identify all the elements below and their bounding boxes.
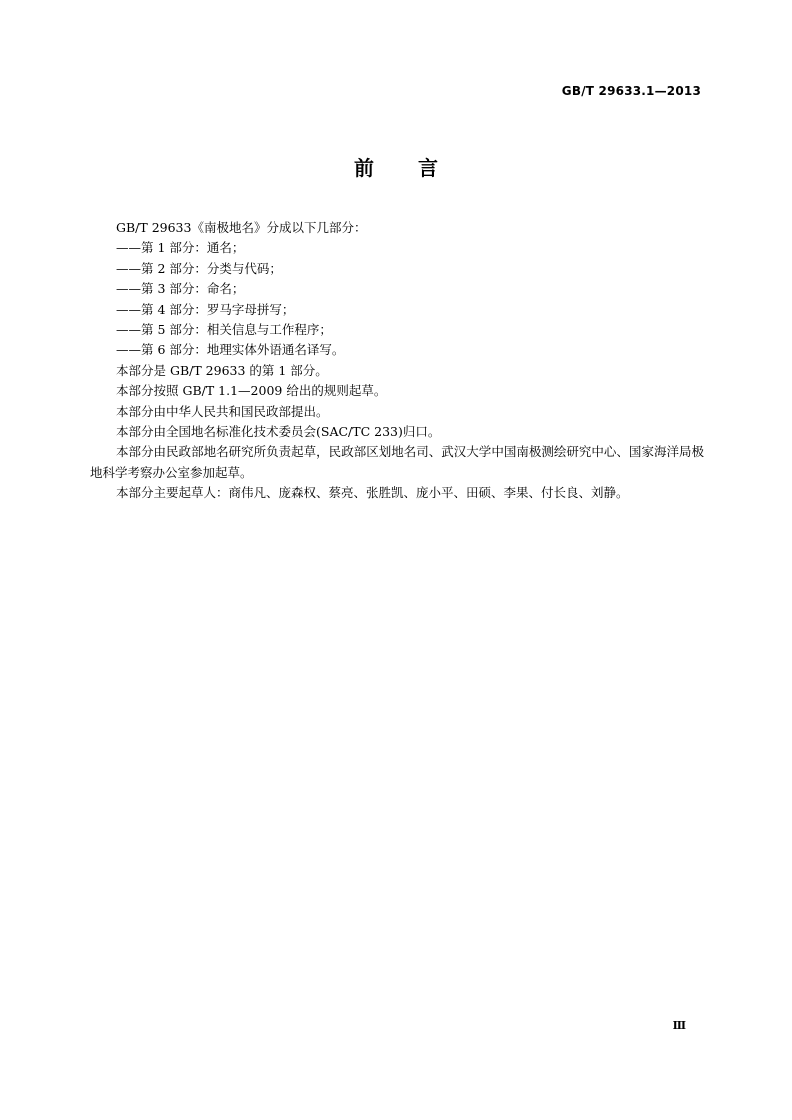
paragraph-drafting-rules: 本部分按照 GB/T 1.1—2009 给出的规则起草。 <box>116 383 387 399</box>
document-number: GB/T 29633.1—2013 <box>561 84 701 98</box>
paragraph-technical-committee: 本部分由全国地名标准化技术委员会(SAC/TC 233)归口。 <box>116 424 441 440</box>
paragraph-part-statement: 本部分是 GB/T 29633 的第 1 部分。 <box>116 362 328 378</box>
list-item-part-4: ——第 4 部分：罗马字母拼写； <box>116 301 295 317</box>
paragraph-drafting-organizations: 本部分由民政部地名研究所负责起草，民政部区划地名司、武汉大学中国南极测绘研究中心、国家海洋局极地科学考察办公室参加起草。 <box>90 444 704 480</box>
list-item-part-1: ——第 1 部分：通名； <box>116 240 245 256</box>
paragraph-drafters: 本部分主要起草人：商伟凡、庞森权、蔡亮、张胜凯、庞小平、田硕、李果、付长良、刘静。 <box>116 485 629 501</box>
preface-body <box>90 218 704 504</box>
list-item-part-2: ——第 2 部分：分类与代码； <box>116 260 282 276</box>
page-number: Ⅲ <box>672 1019 686 1032</box>
list-item-part-3: ——第 3 部分：命名； <box>116 281 245 297</box>
list-item-part-6: ——第 6 部分：地理实体外语通名译写。 <box>116 342 345 358</box>
paragraph-parts-intro: GB/T 29633《南极地名》分成以下几部分： <box>116 220 367 235</box>
list-item-part-5: ——第 5 部分：相关信息与工作程序； <box>116 322 332 338</box>
page-title: 前言 <box>354 156 482 180</box>
paragraph-proposer: 本部分由中华人民共和国民政部提出。 <box>116 403 329 419</box>
